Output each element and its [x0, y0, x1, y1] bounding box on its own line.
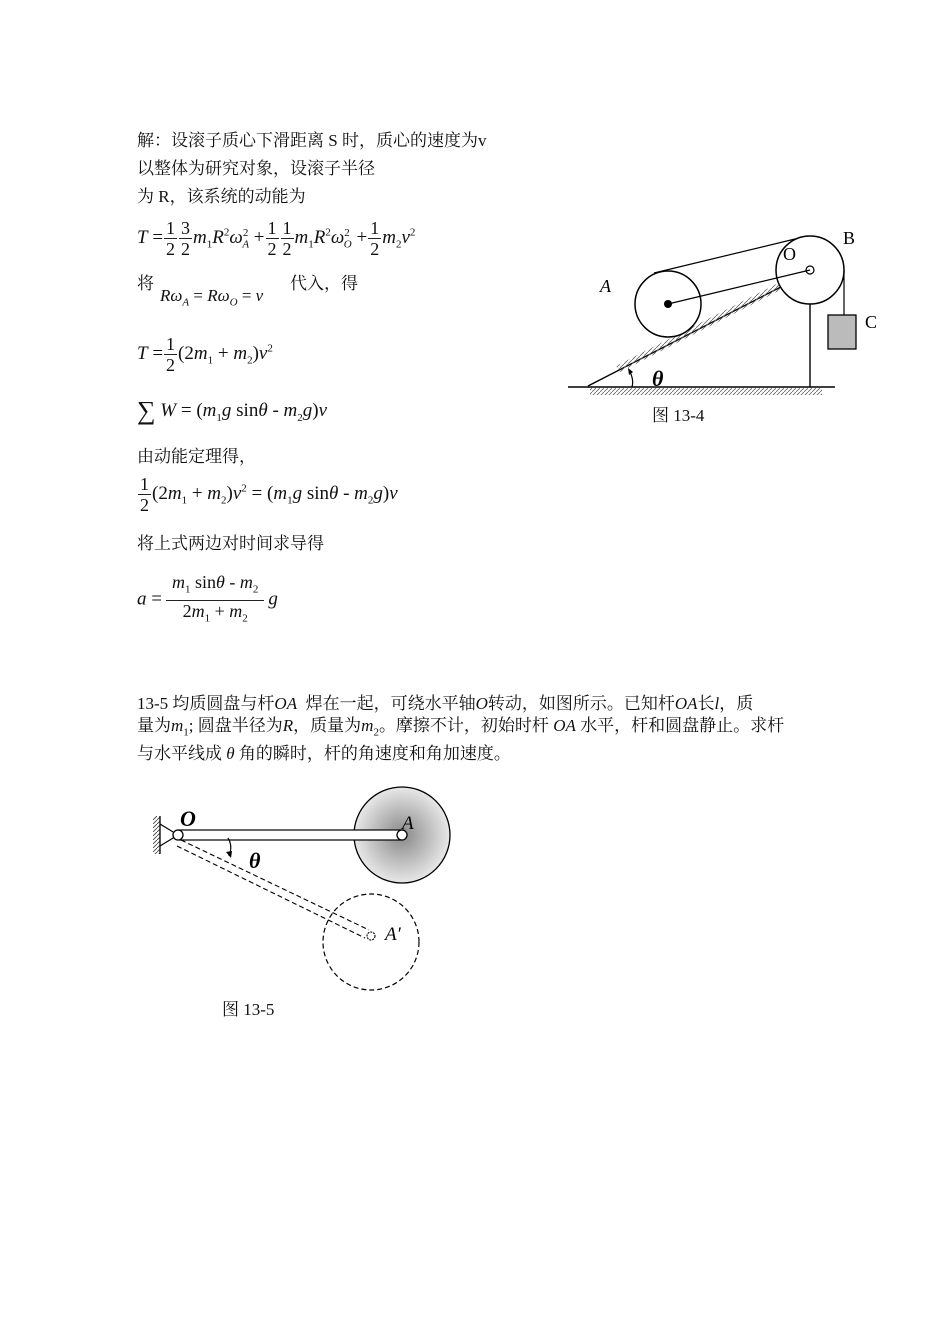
- equation-acceleration: a = $\frac{m_1 \sin\theta - m_2}{2m_1 + m_2}$ g: [137, 572, 278, 625]
- solution-line-2: 以整体为研究对象，设滚子半径: [137, 159, 375, 178]
- wall: [153, 816, 160, 854]
- label-a-prime: A′: [385, 924, 401, 945]
- label-a-13-5: A: [402, 813, 414, 834]
- problem-line-2: 量为$m_1$; 圆盘半径为R，质量为$m_2$。摩擦不计，初始时杆 OA 水平，杆和圆盘静止。求杆: [137, 716, 785, 739]
- label-b: B: [843, 228, 856, 248]
- equation-kinetic-energy: T = $\frac{1}{2}$ $\frac{3}{2}$ $m_1R^2\omega^2_A$ + $\frac{1}{2}$ $\frac{1}{2}$ $m_1R^2\omega^2_O$ + $\frac{1}{2}$ $m_2v^2$: [137, 218, 416, 259]
- equation-energy-theorem: $\frac{1}{2}$ $(2m_1 + m_2)v^2 = (m_1g$ sinθ - $m_2g)v$: [140, 474, 398, 515]
- figure-13-5: [145, 780, 465, 1000]
- problem-13-5-text: [137, 693, 857, 765]
- problem-line-3: 与水平线成 θ 角的瞬时，杆的角速度和角加速度。: [137, 744, 511, 764]
- problem-line-1: 13-5 均质圆盘与杆OA 焊在一起，可绕水平轴O转动，如图所示。已知杆OA长l，质: [137, 694, 754, 713]
- solution-line-1: 解：设滚子质心下滑距离 S 时，质心的速度为v: [137, 131, 487, 150]
- solution-line-jiang: 将: [137, 274, 154, 293]
- angle-arc: [630, 372, 633, 387]
- label-theta-13-5: θ: [249, 848, 261, 873]
- label-a: A: [600, 276, 611, 296]
- caption-fig-13-4: 图 13-4: [652, 406, 705, 425]
- solution-line-jiang-end: 代入，得: [290, 274, 358, 293]
- block-c: [828, 315, 856, 349]
- caption-fig-13-5: 图 13-5: [222, 1000, 275, 1019]
- rope-upper: [654, 239, 795, 273]
- rod-oa: [178, 830, 402, 840]
- label-theta: θ: [652, 366, 664, 391]
- label-c: C: [865, 312, 878, 332]
- figure-13-4: [560, 220, 890, 440]
- solution-line-3: 为 R，该系统的动能为: [137, 187, 306, 206]
- solution-line-derive: 将上式两边对时间求导得: [137, 534, 324, 553]
- equation-work: ∑ $W = (m_1g$ sinθ - $m_2g)v$: [137, 396, 328, 425]
- equation-kinetic-simplified: T = $\frac{1}{2}$ $(2m_1 + m_2)v^2$: [137, 334, 273, 375]
- solution-line-theorem: 由动能定理得，: [137, 447, 256, 466]
- rod-rotated: [181, 840, 369, 930]
- equation-substitution: $R\omega_A = R\omega_O = v$: [160, 286, 264, 309]
- label-o: O: [783, 244, 796, 264]
- label-o-13-5: O: [180, 806, 196, 831]
- disk-a-prime: [323, 894, 419, 990]
